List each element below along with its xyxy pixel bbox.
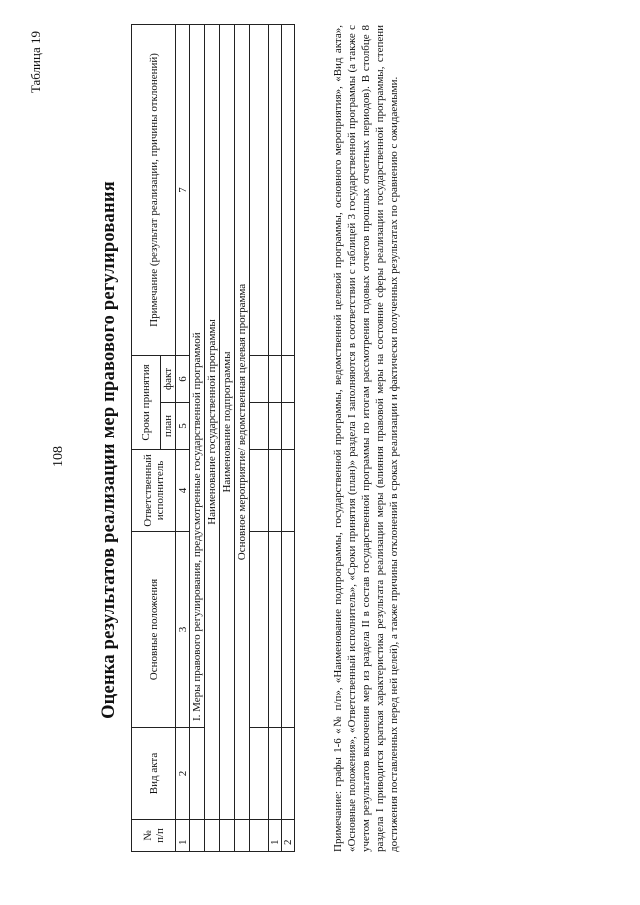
column-number: 2 — [176, 728, 190, 820]
rotated-page — [25, 25, 625, 875]
section-program: Наименование государственной программы — [205, 24, 220, 819]
table-label: Таблица 19 — [28, 31, 43, 94]
column-number: 5 — [176, 403, 190, 450]
column-number: 6 — [176, 355, 190, 402]
page-number: 108 — [51, 446, 66, 467]
header-note: Примечание (результат реализации, причины отклонений) — [132, 24, 176, 355]
column-number: 3 — [176, 532, 190, 728]
section-subprogram: Наименование подпрограммы — [220, 24, 235, 819]
header-plan: план — [161, 403, 176, 450]
section-row — [235, 24, 250, 851]
table-row — [269, 24, 282, 851]
table-row — [250, 24, 269, 851]
results-table — [131, 24, 295, 852]
document-title: Оценка результатов реализации мер правового регулирования — [99, 181, 119, 719]
header-main-provisions: Основные положения — [132, 532, 176, 728]
section-row — [190, 24, 205, 851]
section-row — [205, 24, 220, 851]
column-number: 7 — [176, 24, 190, 355]
section-main-activity: Основное мероприятие/ ведомственная целевая программа — [235, 24, 250, 819]
section-row — [220, 24, 235, 851]
row-number: 1 — [269, 820, 282, 852]
row-number: 2 — [282, 820, 295, 852]
header-fact: факт — [161, 355, 176, 402]
section-measures: I. Меры правового регулирования, предусмотренные государственной программой — [190, 24, 205, 727]
header-act-type: Вид акта — [132, 728, 176, 820]
header-number: № п/п — [132, 820, 176, 852]
table-note: Примечание: графы 1-6 «№ п/п», «Наименование подпрограммы, государственной программы, ведомственной целевой программы, основного мероприятия», «Вид акта», «Основные положения», «Ответственный исполнитель», «Сроки принятия (план)» раздела I заполняются в соответствии с таблицей 3 государственной программы (а также с учетом результатов включения мер из раздела II в состав государственной программы по итогам рассмотрения годовых отчетов прошлых отчетных периодов). В столбце 8 раздела I приводится краткая характеристика результата реализации меры (влияния правовой меры на состояние сферы реализации государственной программы, степени достижения поставленных перед ней целей), а также причины отклонений в сроках реализации и фактически полученных результатах по сравнению с ожидаемыми. — [332, 25, 400, 852]
column-number: 1 — [176, 820, 190, 852]
column-numbers-row — [176, 24, 190, 851]
header-deadlines: Сроки принятия — [132, 355, 161, 449]
table-row — [282, 24, 295, 851]
header-responsible: Ответственный исполнитель — [132, 450, 176, 532]
column-number: 4 — [176, 450, 190, 532]
